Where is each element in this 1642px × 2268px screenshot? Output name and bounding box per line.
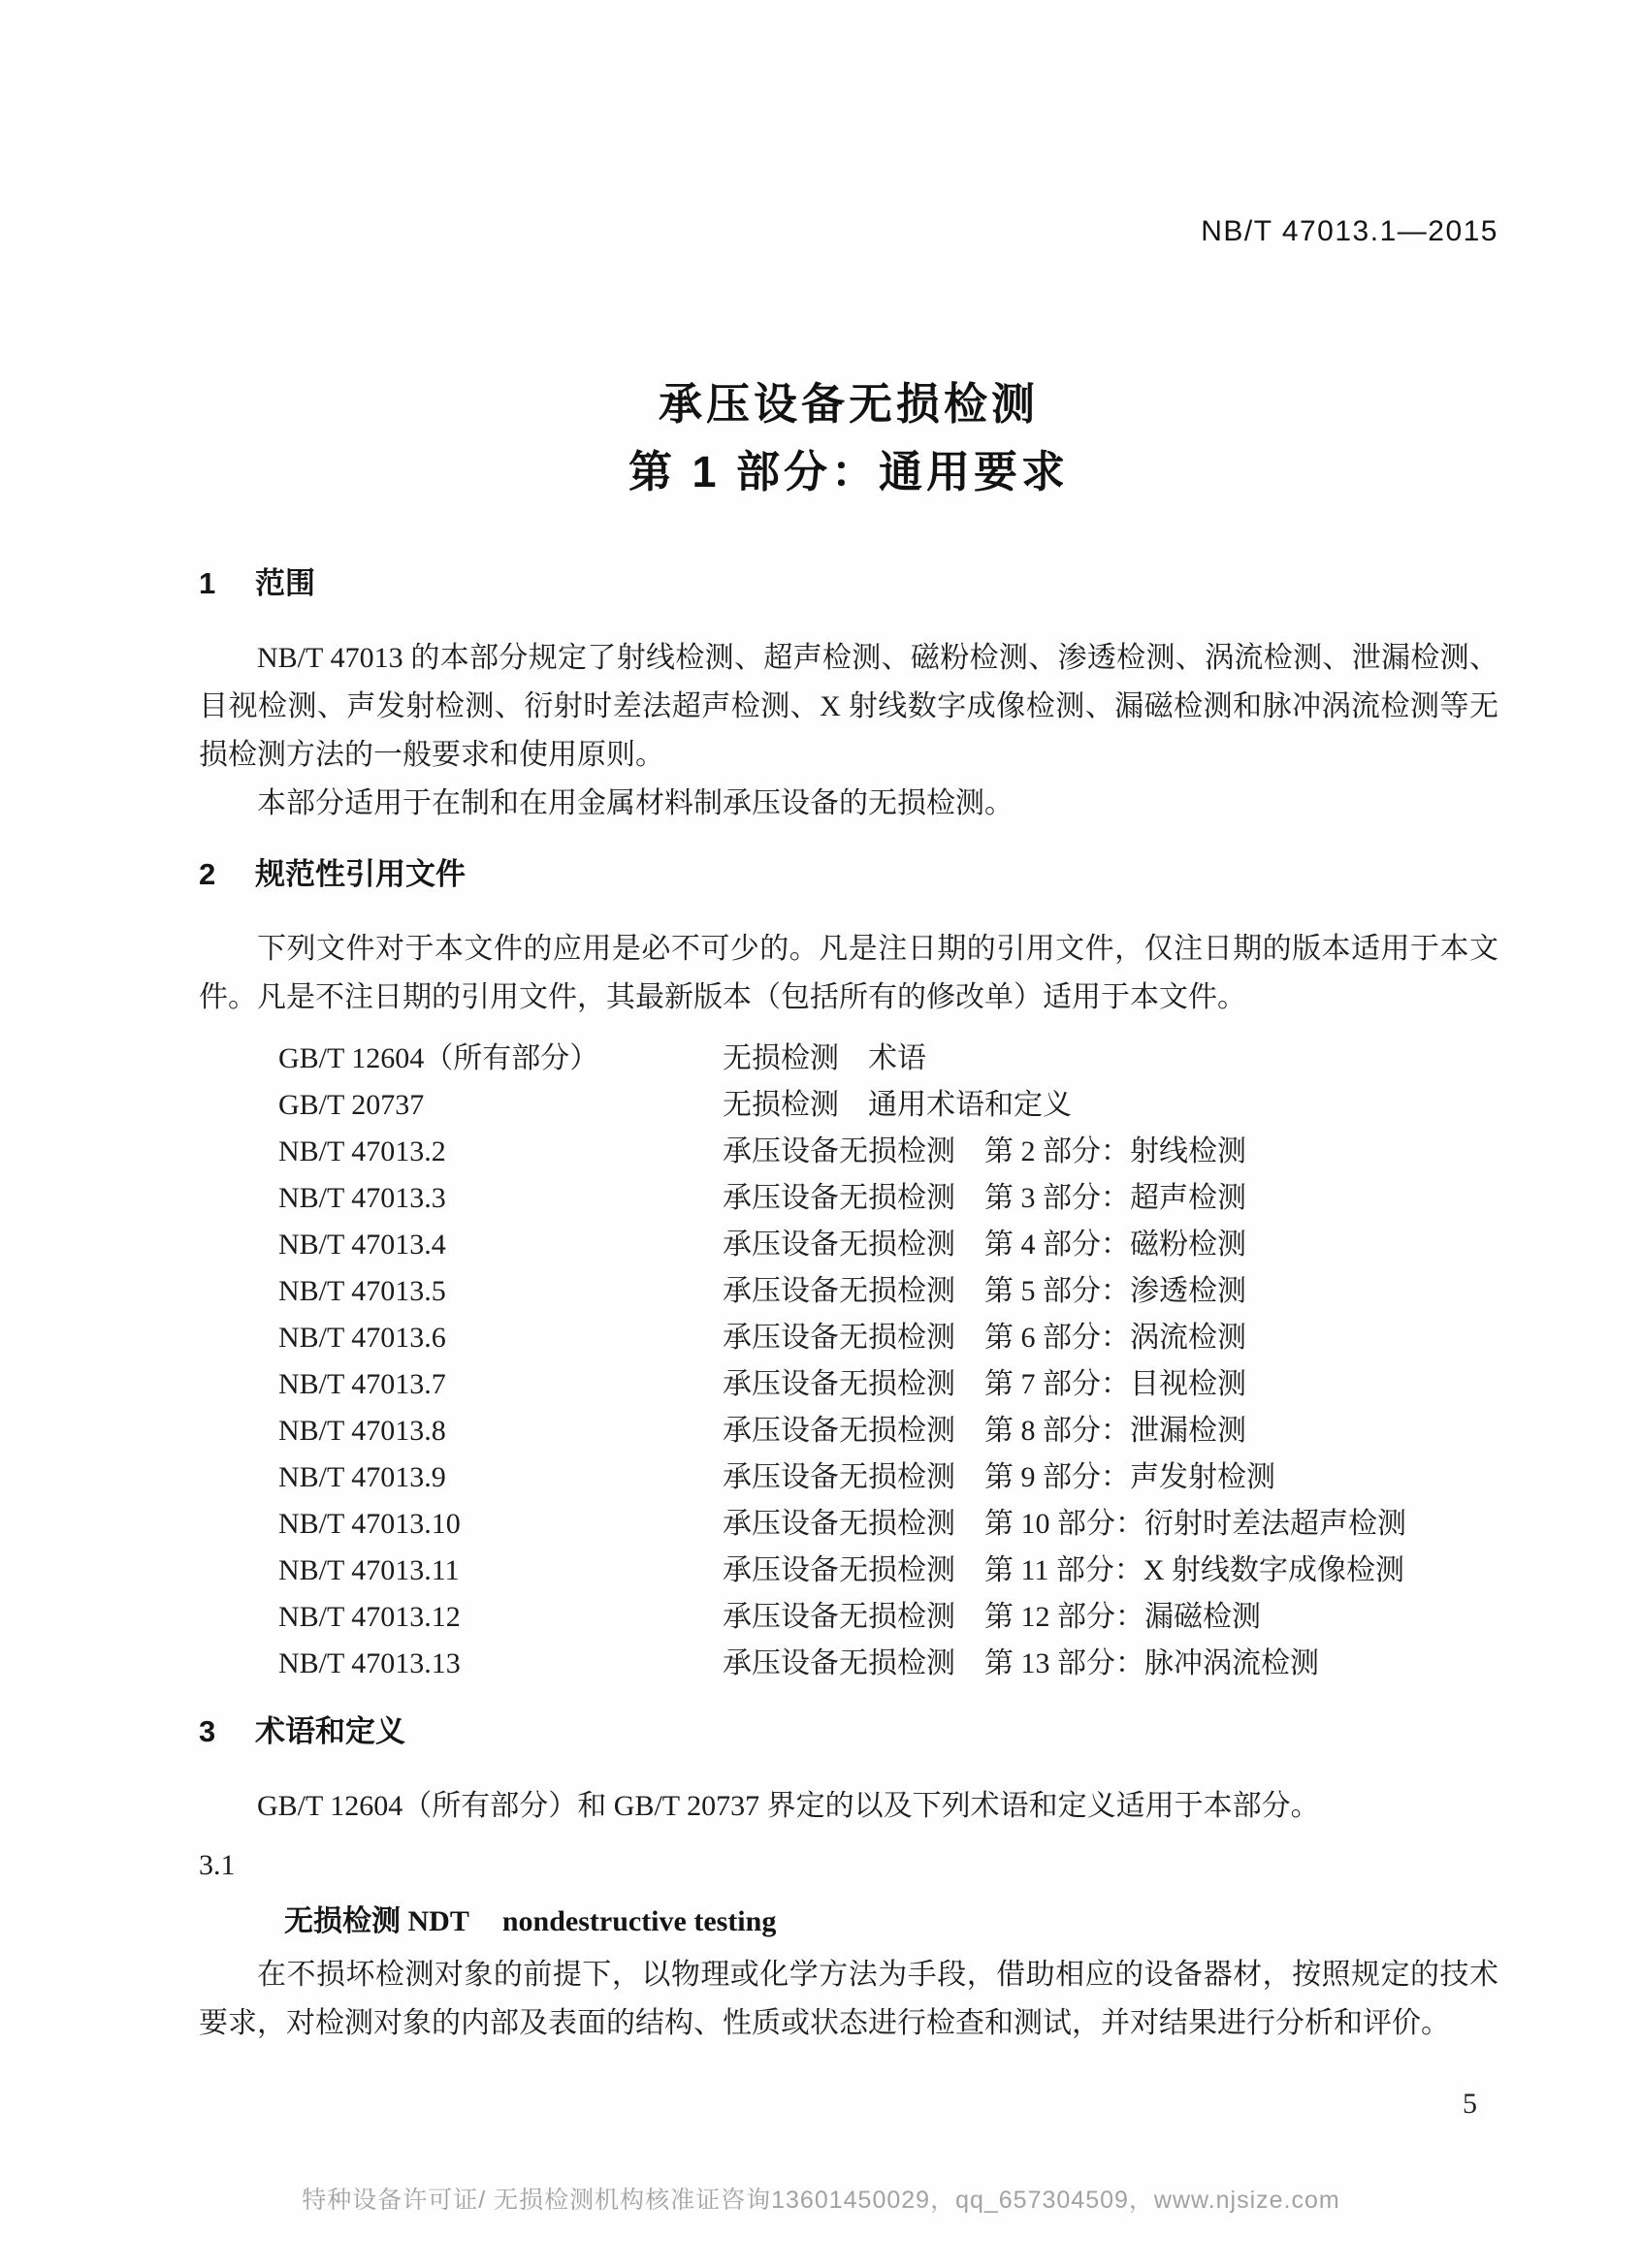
reference-row [199,1361,1498,1408]
reference-title: 承压设备无损检测 第 4 部分：磁粉检测 [723,1229,1246,1261]
section-2-paragraph-1: 下列文件对于本文件的应用是必不可少的。凡是注日期的引用文件，仅注日期的版本适用于本文件。凡是不注日期的引用文件，其最新版本（包括所有的修改单）适用于本文件。 [199,933,1498,1013]
reference-title: 承压设备无损检测 第 8 部分：泄漏检测 [723,1415,1246,1447]
reference-row [199,1175,1498,1222]
reference-row [199,1129,1498,1175]
standard-number-header: NB/T 47013.1—2015 [1201,215,1498,247]
reference-code: NB/T 47013.11 [278,1554,460,1586]
reference-row [199,1222,1498,1268]
section-1-title: 范围 [255,566,315,600]
section-3-paragraph-1: GB/T 12604（所有部分）和 GB/T 20737 界定的以及下列术语和定义适用于本部分。 [257,1790,1320,1822]
reference-row [199,1548,1498,1594]
section-1-number: 1 [199,566,216,600]
reference-row [199,1454,1498,1501]
reference-row [199,1594,1498,1641]
term-name-english: nondestructive testing [501,1905,777,1937]
document-title-line1: 承压设备无损检测 [658,379,1039,429]
reference-row [199,1315,1498,1361]
reference-code: NB/T 47013.9 [278,1461,446,1493]
term-heading [284,1901,1498,1943]
footer-watermark: 特种设备许可证/ 无损检测机构核准证咨询13601450029，qq_657304509，www.njsize.com [302,2187,1340,2214]
reference-code: GB/T 12604（所有部分） [278,1042,599,1074]
reference-code: NB/T 47013.5 [278,1275,446,1307]
page-number: 5 [1463,2088,1477,2120]
section-2-title: 规范性引用文件 [255,857,466,891]
section-1-heading [199,566,1498,601]
reference-code: NB/T 47013.10 [278,1508,461,1540]
reference-row [199,1082,1498,1129]
section-3-title: 术语和定义 [255,1714,405,1748]
section-2-number: 2 [199,857,216,891]
term-definition: 在不损坏检测对象的前提下，以物理或化学方法为手段，借助相应的设备器材，按照规定的技术要求，对检测对象的内部及表面的结构、性质或状态进行检查和测试，并对结果进行分析和评价。 [199,1959,1498,2039]
reference-title: 承压设备无损检测 第 10 部分：衍射时差法超声检测 [723,1508,1406,1540]
reference-title: 承压设备无损检测 第 3 部分：超声检测 [723,1182,1246,1214]
reference-code: NB/T 47013.12 [278,1601,461,1633]
section-1-paragraph-2: 本部分适用于在制和在用金属材料制承压设备的无损检测。 [257,787,1014,819]
reference-code: NB/T 47013.2 [278,1135,446,1167]
reference-code: NB/T 47013.7 [278,1368,446,1400]
reference-title: 承压设备无损检测 第 2 部分：射线检测 [723,1135,1246,1167]
section-3-number: 3 [199,1714,216,1748]
section-2-heading [199,857,1498,892]
clause-number-3-1: 3.1 [199,1849,236,1881]
term-name-chinese: 无损检测 NDT [284,1905,469,1937]
reference-title: 承压设备无损检测 第 7 部分：目视检测 [723,1368,1246,1400]
reference-code: GB/T 20737 [278,1089,425,1121]
reference-row [199,1408,1498,1454]
section-3-heading [199,1714,1498,1749]
reference-code: NB/T 47013.3 [278,1182,446,1214]
section-1-paragraph-1: NB/T 47013 的本部分规定了射线检测、超声检测、磁粉检测、渗透检测、涡流检测、泄漏检测、目视检测、声发射检测、衍射时差法超声检测、X 射线数字成像检测、漏磁检测和脉冲涡流检测等无损检测方法的一般要求和使用原则。 [199,642,1498,771]
reference-code: NB/T 47013.13 [278,1647,461,1679]
reference-row [199,1268,1498,1315]
reference-title: 无损检测 术语 [723,1042,926,1074]
reference-row [199,1501,1498,1548]
reference-row [199,1036,1498,1082]
reference-title: 承压设备无损检测 第 9 部分：声发射检测 [723,1461,1275,1493]
reference-title: 无损检测 通用术语和定义 [723,1089,1072,1121]
reference-title: 承压设备无损检测 第 5 部分：渗透检测 [723,1275,1246,1307]
normative-references-list [199,1036,1498,1687]
reference-title: 承压设备无损检测 第 6 部分：涡流检测 [723,1322,1246,1354]
document-title [199,370,1498,506]
reference-row [199,1641,1498,1687]
reference-code: NB/T 47013.8 [278,1415,446,1447]
document-title-line2: 第 1 部分：通用要求 [628,447,1070,496]
reference-title: 承压设备无损检测 第 12 部分：漏磁检测 [723,1601,1261,1633]
reference-code: NB/T 47013.4 [278,1229,446,1261]
reference-code: NB/T 47013.6 [278,1322,446,1354]
reference-title: 承压设备无损检测 第 11 部分：X 射线数字成像检测 [723,1554,1405,1586]
reference-title: 承压设备无损检测 第 13 部分：脉冲涡流检测 [723,1647,1319,1679]
